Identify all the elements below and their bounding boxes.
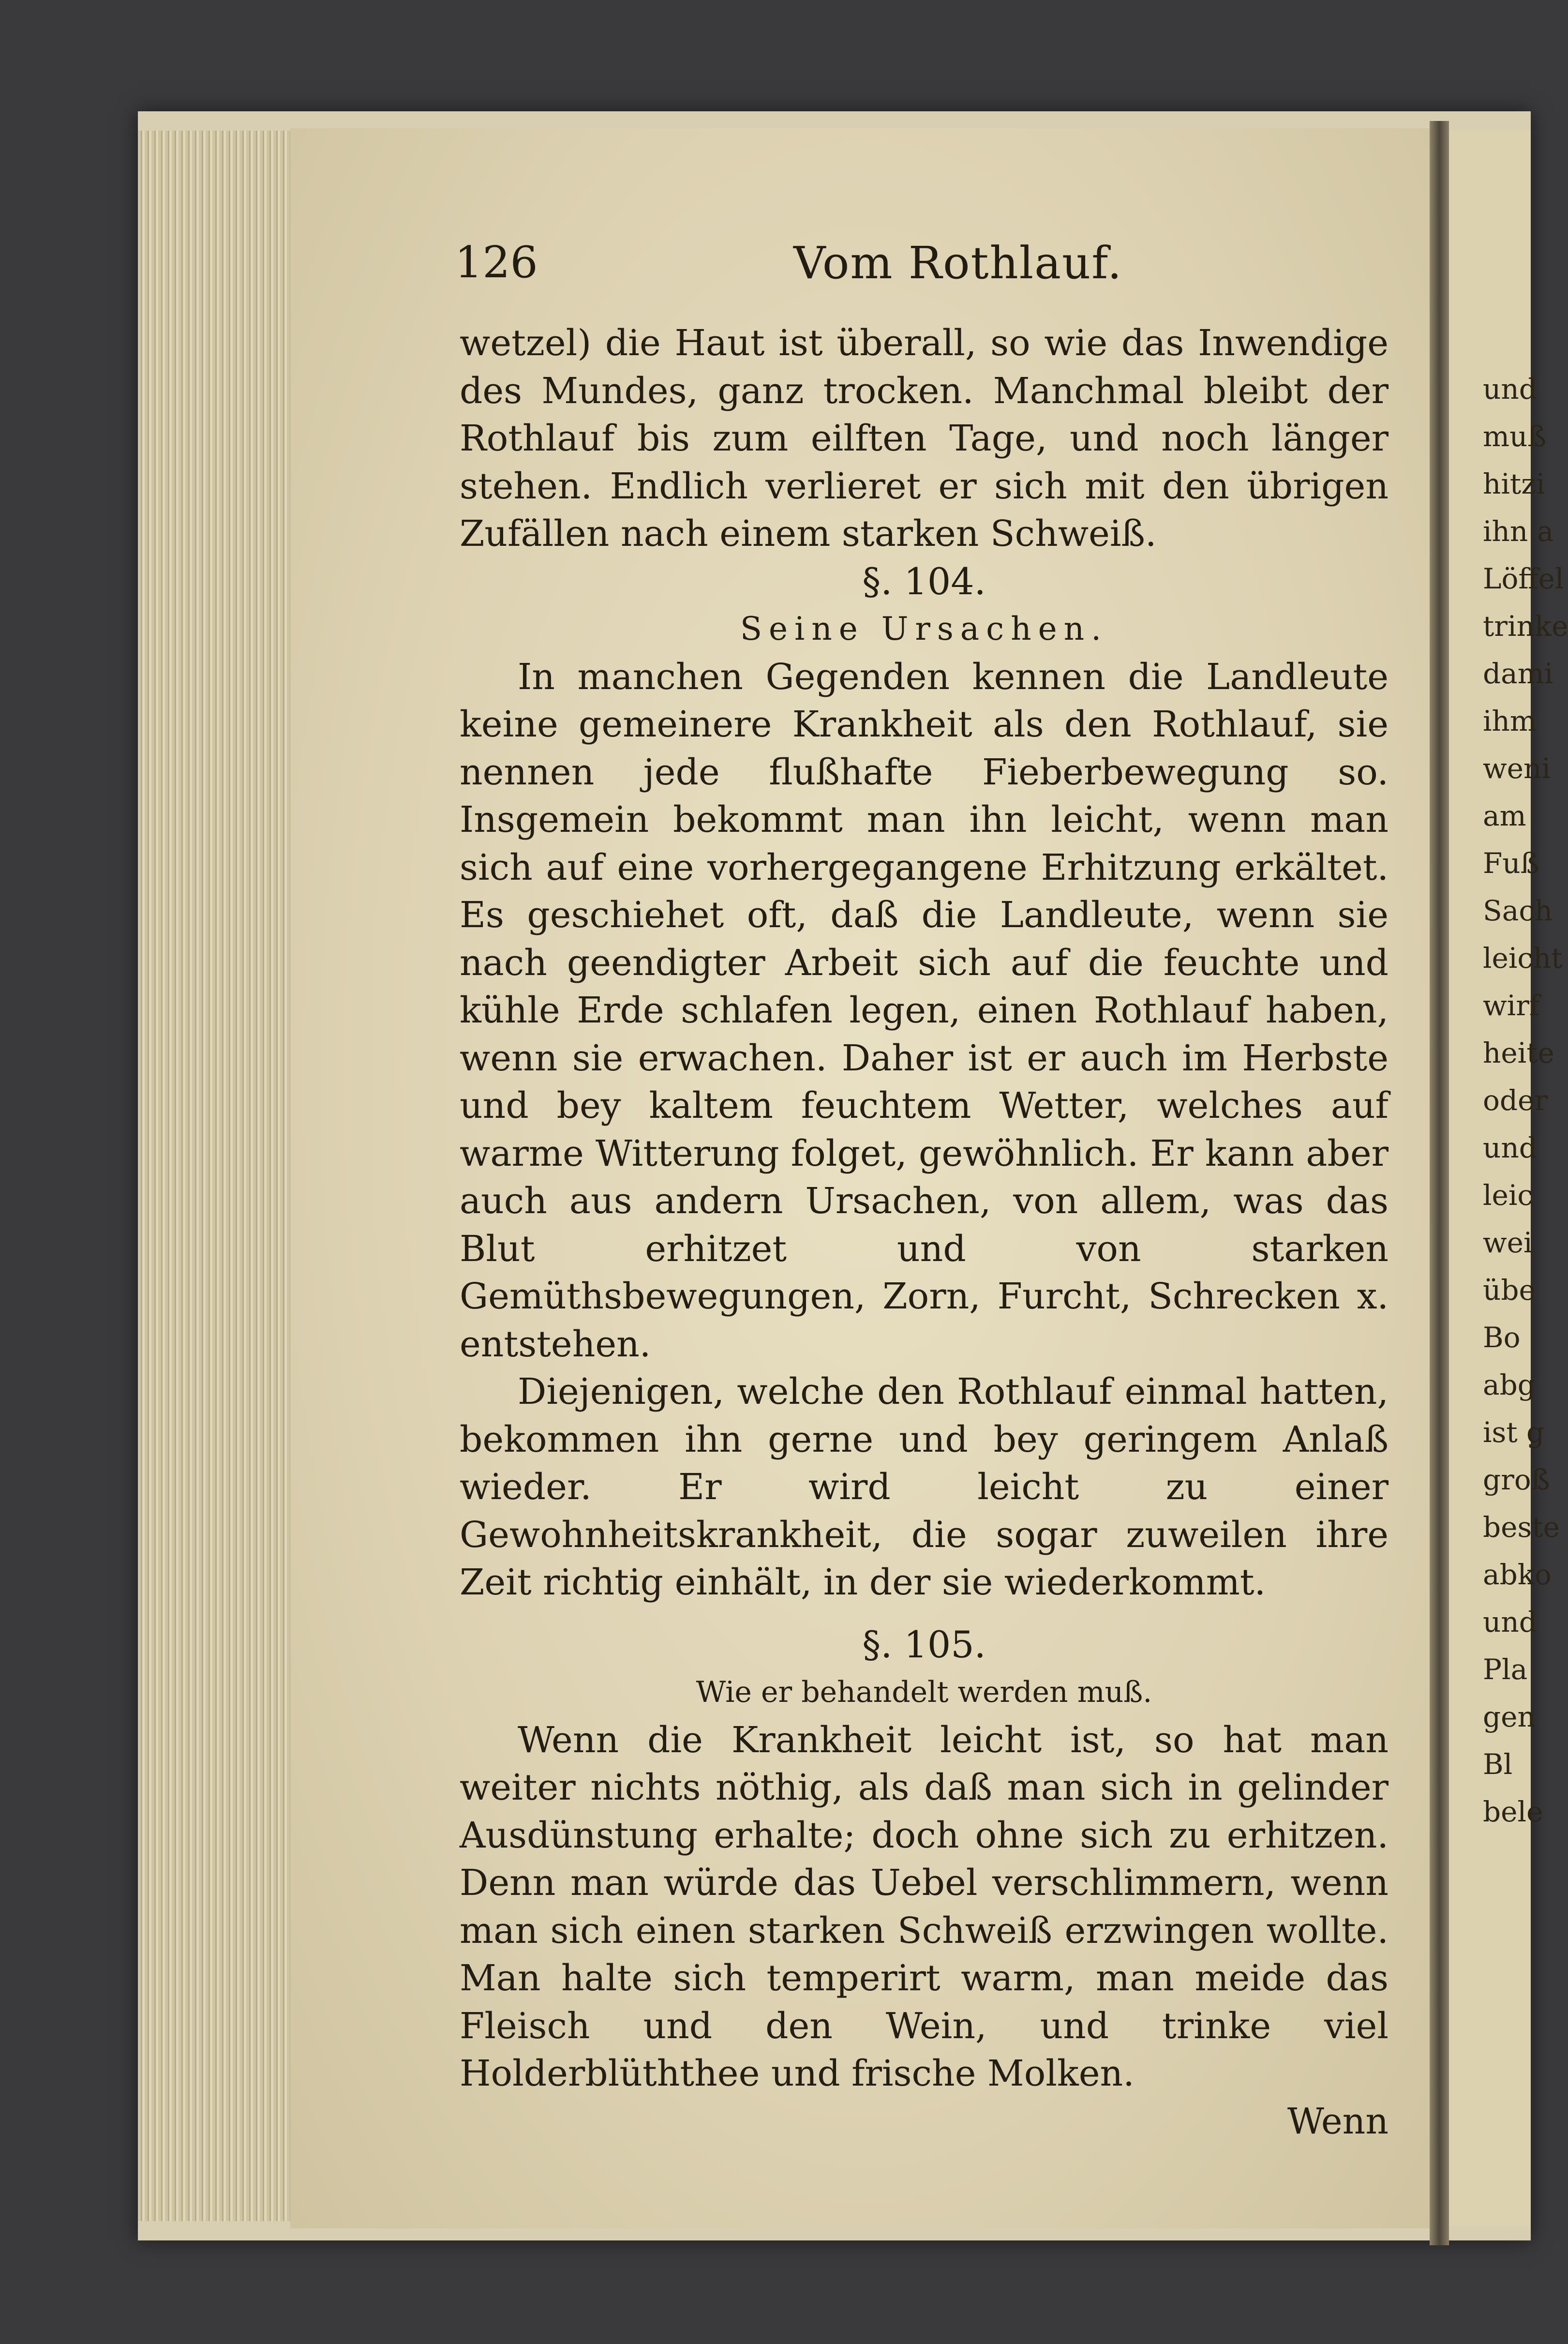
facing-page-fragment: Bo bbox=[1483, 1321, 1521, 1354]
facing-page-fragment: Fuß bbox=[1483, 847, 1539, 880]
facing-page-fragment: beste bbox=[1483, 1511, 1560, 1544]
running-title: Vom Rothlauf. bbox=[793, 237, 1123, 289]
paragraph: In manchen Gegenden kennen die Landleute keine gemeinere Krankheit als den Rothlauf, sie nennen jede flußhafte Fieberbewegung so. Insgemein bekommt man ihn leicht, wenn man sich auf eine vorhergegangene Erhitzung erkältet. Es geschiehet oft, daß die Landleute, wenn sie nach geendigter Arbeit sich auf die feuchte und kühle Erde schlafen legen, einen Rothlauf haben, wenn sie erwachen. Daher ist er auch im Herbste und bey kaltem feuchtem Wetter, welches auf warme Witterung folget, gewöhnlich. Er kann aber auch aus andern Ursachen, von allem, was das Blut erhitzet und von starken Gemüthsbewegungen, Zorn, Furcht, Schrecken x. entstehen. bbox=[460, 656, 1389, 1365]
catchword: Wenn bbox=[1287, 2100, 1389, 2142]
facing-page-fragment: hitzi bbox=[1483, 467, 1545, 500]
paragraph: Wenn die Krankheit leicht ist, so hat man weiter nichts nöthig, als daß man sich in gelinder Ausdünstung erhalte; doch ohne sich zu erhitzen. Denn man würde das Uebel verschlimmern, wenn man sich einen starken Schweiß erzwingen wollte. Man halte sich temperirt warm, man meide das Fleisch und den Wein, und trinke viel Holderblüththee und frische Molken. bbox=[460, 1719, 1389, 2094]
facing-page-fragment: muß bbox=[1483, 420, 1547, 453]
facing-page-fragment: und bbox=[1483, 1606, 1537, 1638]
facing-page bbox=[1449, 131, 1568, 2226]
facing-page-fragment: abko bbox=[1483, 1558, 1552, 1591]
facing-page-fragment: heite bbox=[1483, 1037, 1554, 1069]
body-text bbox=[460, 319, 1389, 2145]
facing-page-fragment: am bbox=[1483, 799, 1526, 832]
facing-page-fragment: Löffel bbox=[1483, 562, 1564, 595]
gutter bbox=[1430, 121, 1449, 2245]
page-header bbox=[455, 237, 1389, 290]
facing-page-fragment: abg bbox=[1483, 1368, 1536, 1401]
paragraph-continued: wetzel) die Haut ist überall, so wie das Inwendige des Mundes, ganz trocken. Manchmal bleibt der Rothlauf bis zum eilften Tage, und noch länger stehen. Endlich verlieret er sich mit den übrigen Zufällen nach einem starken Schweiß. bbox=[460, 322, 1389, 555]
section-104-number: §. 104. bbox=[862, 559, 986, 603]
facing-page-fragment: oder bbox=[1483, 1084, 1548, 1117]
paragraph: Diejenigen, welche den Rothlauf einmal hatten, bekommen ihn gerne und bey geringem Anlaß wieder. Er wird leicht zu einer Gewohnheitskrankheit, die sogar zuweilen ihre Zeit richtig einhält, in der sie wiederkommt. bbox=[460, 1371, 1389, 1603]
facing-page-fragment: übe bbox=[1483, 1274, 1536, 1307]
facing-page-fragment: und bbox=[1483, 373, 1537, 406]
facing-page-fragment: ihn a bbox=[1483, 515, 1554, 548]
facing-page-fragment: groß bbox=[1483, 1463, 1550, 1496]
facing-page-fragment: ihm bbox=[1483, 705, 1537, 737]
section-105-number: §. 105. bbox=[862, 1623, 986, 1666]
facing-page-fragment: weni bbox=[1483, 752, 1551, 785]
facing-page-fragment: wirf bbox=[1483, 989, 1540, 1022]
facing-page-fragment: Bl bbox=[1483, 1748, 1513, 1781]
facing-page-fragment: bele bbox=[1483, 1795, 1543, 1828]
page-edges bbox=[138, 131, 299, 2221]
facing-page-fragment: leic bbox=[1483, 1179, 1533, 1212]
facing-page-fragment: ist g bbox=[1483, 1416, 1545, 1449]
page-number: 126 bbox=[455, 237, 538, 288]
facing-page-fragment: leicht bbox=[1483, 942, 1563, 975]
facing-page-fragment: Sach bbox=[1483, 894, 1553, 927]
facing-page-fragment: Pla bbox=[1483, 1653, 1528, 1686]
section-104-title: Seine Ursachen. bbox=[740, 610, 1108, 647]
facing-page-fragment: wei bbox=[1483, 1226, 1533, 1259]
facing-page-fragment: und bbox=[1483, 1131, 1537, 1164]
section-105-title: Wie er behandelt werden muß. bbox=[696, 1675, 1152, 1709]
facing-page-fragment: dami bbox=[1483, 657, 1553, 690]
facing-page-fragment: trinke bbox=[1483, 610, 1568, 643]
facing-page-fragment: gen bbox=[1483, 1700, 1536, 1733]
